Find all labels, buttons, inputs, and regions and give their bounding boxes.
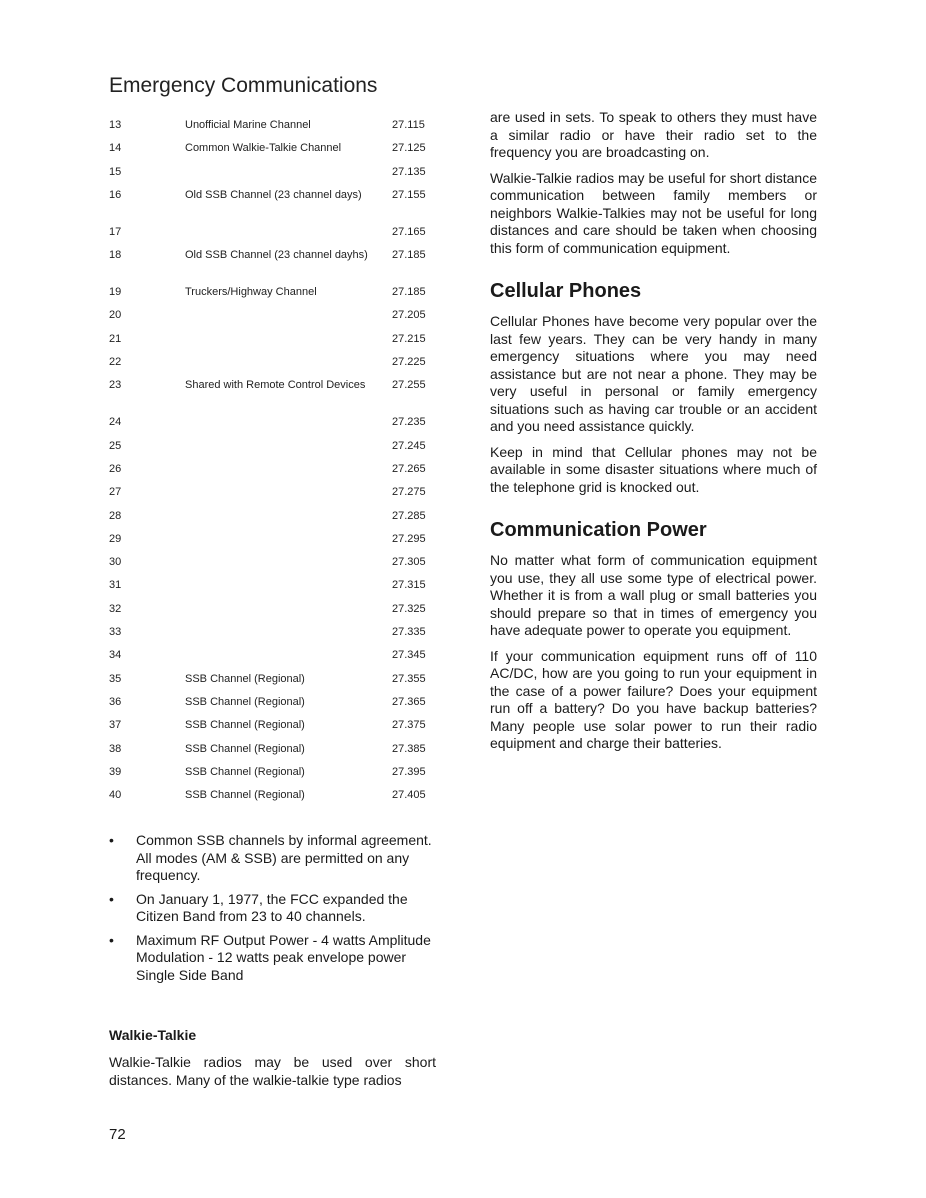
channel-description <box>185 578 392 601</box>
channel-table <box>109 118 439 811</box>
note-item <box>109 832 439 885</box>
channel-description <box>185 308 392 331</box>
channel-frequency: 27.245 <box>392 439 426 452</box>
channel-description <box>185 439 392 462</box>
channel-frequency: 27.125 <box>392 142 426 155</box>
channel-frequency: 27.255 <box>392 379 426 392</box>
channel-frequency: 27.405 <box>392 789 426 802</box>
channel-number: 22 <box>109 356 122 369</box>
channel-description: SSB Channel (Regional) <box>185 719 305 732</box>
notes-list <box>109 832 439 990</box>
channel-frequency: 27.215 <box>392 332 426 345</box>
channel-description: SSB Channel (Regional) <box>185 742 305 755</box>
channel-frequency: 27.395 <box>392 765 426 778</box>
channel-table-container <box>109 118 439 811</box>
walkie-talkie-paragraph-continued: are used in sets. To speak to others they must have a similar radio or have their radio set to the frequency you are broadcasting on. <box>490 109 817 160</box>
table-row <box>109 742 439 765</box>
channel-description <box>185 355 392 378</box>
table-row <box>109 625 439 648</box>
channel-frequency: 27.315 <box>392 579 426 592</box>
walkie-talkie-heading: Walkie-Talkie <box>109 1027 197 1043</box>
channel-description <box>185 648 392 671</box>
table-row <box>109 509 439 532</box>
channel-number: 21 <box>109 332 122 345</box>
channel-number: 34 <box>109 649 122 662</box>
channel-number: 31 <box>109 579 122 592</box>
table-row <box>109 462 439 485</box>
table-row <box>109 332 439 355</box>
table-row <box>109 378 439 415</box>
channel-number: 24 <box>109 416 122 429</box>
channel-description: Truckers/Highway Channel <box>185 286 317 299</box>
table-row <box>109 532 439 555</box>
channel-description: SSB Channel (Regional) <box>185 789 305 802</box>
table-row <box>109 555 439 578</box>
channel-number: 14 <box>109 142 122 155</box>
channel-description: Common Walkie-Talkie Channel <box>185 142 342 155</box>
channel-description: Shared with Remote Control Devices <box>185 379 366 392</box>
channel-description <box>185 415 392 438</box>
cellular-paragraph-1: Cellular Phones have become very popular over the last few years. They can be very handy in many emergency situations where you may need assistance but are not near a phone. They may be very useful in personal or family emergency situations such as having car trouble or an accident and you need assistance quickly. <box>490 313 817 434</box>
channel-description <box>185 485 392 508</box>
channel-description <box>185 225 392 248</box>
channel-description: SSB Channel (Regional) <box>185 672 305 685</box>
table-row <box>109 578 439 601</box>
table-row <box>109 765 439 788</box>
table-row <box>109 308 439 331</box>
channel-description: Old SSB Channel (23 channel dayhs) <box>185 249 368 262</box>
channel-description: SSB Channel (Regional) <box>185 695 305 708</box>
table-row <box>109 439 439 462</box>
channel-number: 28 <box>109 509 122 522</box>
channel-frequency: 27.155 <box>392 188 426 201</box>
table-row <box>109 165 439 188</box>
channel-description <box>185 602 392 625</box>
channel-frequency: 27.365 <box>392 695 426 708</box>
channel-description: Unofficial Marine Channel <box>185 119 311 131</box>
right-column <box>490 109 817 761</box>
communication-power-heading: Communication Power <box>490 519 707 541</box>
channel-description: SSB Channel (Regional) <box>185 765 305 778</box>
table-row <box>109 141 439 164</box>
channel-description <box>185 625 392 648</box>
channel-frequency: 27.335 <box>392 626 426 639</box>
note-text: On January 1, 1977, the FCC expanded the Citizen Band from 23 to 40 channels. <box>136 890 408 924</box>
note-text: Maximum RF Output Power - 4 watts Amplitude Modulation - 12 watts peak envelope power Single Side Band <box>136 931 431 983</box>
bullet-icon: • <box>109 931 114 948</box>
channel-description <box>185 532 392 555</box>
channel-number: 17 <box>109 225 122 238</box>
channel-number: 38 <box>109 742 122 755</box>
channel-description <box>185 555 392 578</box>
channel-description: Old SSB Channel (23 channel days) <box>185 188 362 201</box>
channel-frequency: 27.265 <box>392 462 426 475</box>
channel-number: 16 <box>109 188 122 201</box>
table-row <box>109 188 439 225</box>
channel-number: 25 <box>109 439 122 452</box>
channel-number: 33 <box>109 626 122 639</box>
note-item <box>109 891 439 926</box>
channel-table-body <box>109 118 439 811</box>
channel-number: 39 <box>109 765 122 778</box>
table-row <box>109 485 439 508</box>
channel-frequency: 27.135 <box>392 165 426 178</box>
channel-number: 30 <box>109 556 122 569</box>
power-paragraph-2: If your communication equipment runs off of 110 AC/DC, how are you going to run your equipment in the case of a power failure? Does your equipment run off a battery? Do you have backup batteries? Many people use solar power to run their radio equipment and charge their batteries. <box>490 647 817 751</box>
channel-frequency: 27.345 <box>392 649 426 662</box>
page-header: Emergency Communications <box>109 74 378 97</box>
channel-number: 29 <box>109 532 122 545</box>
cellular-phones-heading: Cellular Phones <box>490 280 642 302</box>
channel-number: 27 <box>109 486 122 499</box>
channel-frequency: 27.235 <box>392 416 426 429</box>
channel-frequency: 27.185 <box>392 286 426 299</box>
note-text: Common SSB channels by informal agreement. All modes (AM & SSB) are permitted on any frequency. <box>136 832 432 883</box>
bullet-icon: • <box>109 832 114 848</box>
channel-number: 19 <box>109 286 122 299</box>
bullet-icon: • <box>109 890 114 907</box>
table-row <box>109 118 439 141</box>
walkie-talkie-paragraph: Walkie-Talkie radios may be used over short distances. Many of the walkie-talkie type radios <box>109 1054 436 1088</box>
channel-frequency: 27.385 <box>392 742 426 755</box>
channel-frequency: 27.165 <box>392 225 426 238</box>
channel-frequency: 27.285 <box>392 509 426 522</box>
channel-frequency: 27.375 <box>392 719 426 732</box>
channel-description <box>185 165 392 188</box>
channel-number: 18 <box>109 249 122 262</box>
channel-frequency: 27.185 <box>392 249 426 262</box>
channel-number: 32 <box>109 602 122 615</box>
channel-number: 15 <box>109 165 122 178</box>
channel-number: 35 <box>109 672 122 685</box>
channel-frequency: 27.355 <box>392 672 426 685</box>
table-row <box>109 225 439 248</box>
table-row <box>109 718 439 741</box>
channel-description <box>185 509 392 532</box>
table-row <box>109 672 439 695</box>
table-row <box>109 602 439 625</box>
channel-frequency: 27.205 <box>392 309 426 322</box>
channel-frequency: 27.275 <box>392 486 426 499</box>
channel-frequency: 27.115 <box>392 119 425 131</box>
channel-number: 13 <box>109 119 122 131</box>
table-row <box>109 285 439 308</box>
walkie-talkie-paragraph-2: Walkie-Talkie radios may be useful for short distance communication between family members or neighbors Walkie-Talkies may not be useful for long distances and care should be taken when choosing this form of communication equipment. <box>490 169 817 256</box>
channel-number: 36 <box>109 695 122 708</box>
channel-number: 20 <box>109 309 122 322</box>
note-item <box>109 932 439 985</box>
channel-frequency: 27.325 <box>392 602 426 615</box>
channel-frequency: 27.305 <box>392 556 426 569</box>
channel-number: 40 <box>109 789 122 802</box>
channel-number: 23 <box>109 379 122 392</box>
power-paragraph-1: No matter what form of communication equipment you use, they all use some type of electrical power. Whether it is from a wall plug or small batteries you should prepare so that in times of emergency you have adequate power to operate you equipment. <box>490 552 817 638</box>
table-row <box>109 788 439 811</box>
channel-frequency: 27.225 <box>392 356 426 369</box>
table-row <box>109 355 439 378</box>
table-row <box>109 648 439 671</box>
channel-frequency: 27.295 <box>392 532 426 545</box>
channel-number: 37 <box>109 719 122 732</box>
table-row <box>109 248 439 285</box>
channel-number: 26 <box>109 462 122 475</box>
page-number: 72 <box>109 1126 126 1143</box>
cellular-paragraph-2: Keep in mind that Cellular phones may not be available in some disaster situations where much of the telephone grid is knocked out. <box>490 443 817 495</box>
channel-description <box>185 462 392 485</box>
table-row <box>109 415 439 438</box>
table-row <box>109 695 439 718</box>
channel-description <box>185 332 392 355</box>
